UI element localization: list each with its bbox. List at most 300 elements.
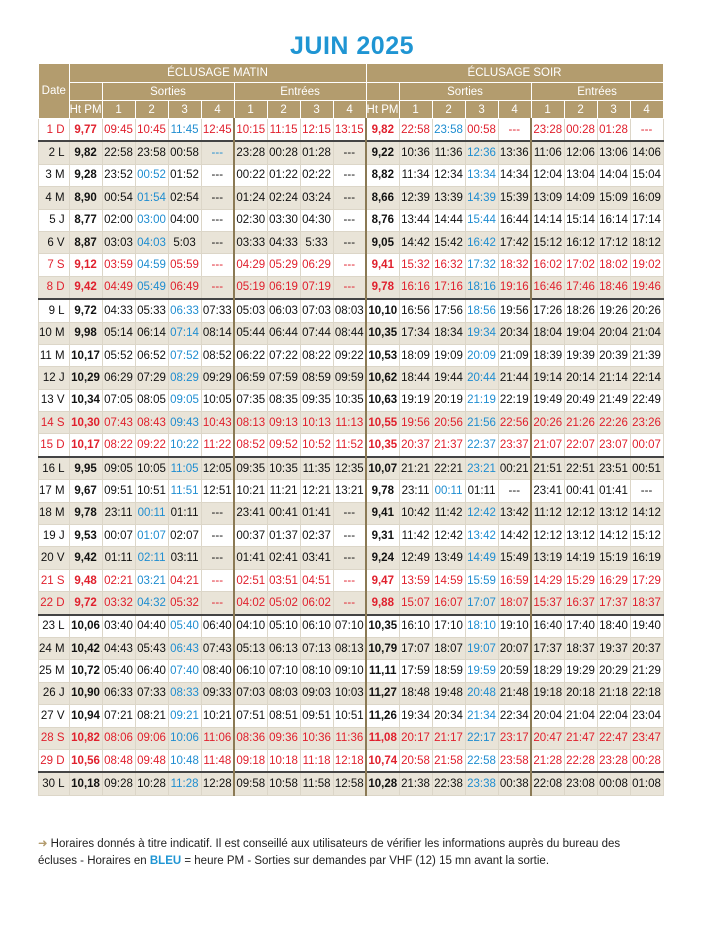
soir-entree-cell: 19:14 [531,367,564,389]
soir-ht-pm-cell: 9,24 [366,547,399,569]
soir-entree-cell: 13:12 [597,502,630,524]
soir-sortie-cell: 20:48 [465,682,498,704]
soir-sortie-cell: 10:36 [399,141,432,164]
matin-sortie-cell: 04:40 [135,615,168,638]
soir-sortie-cell: 20:34 [498,322,531,344]
soir-entree-cell: 20:14 [564,367,597,389]
table-row [39,164,664,186]
matin-entree-cell: 07:03 [234,682,267,704]
day-cell: 15 D [39,434,70,457]
header-matin-entrees: Entrées [234,83,366,101]
day-cell: 4 M [39,187,70,209]
matin-sortie-cell: 07:05 [102,389,135,411]
soir-entree-cell: 12:12 [564,502,597,524]
table-row [39,209,664,231]
matin-ht-pm-cell: 10,17 [69,434,102,457]
soir-sortie-cell: 12:42 [465,502,498,524]
soir-entree-cell: 17:12 [597,231,630,253]
soir-sortie-cell: 19:19 [399,389,432,411]
soir-sortie-cell: 18:16 [465,276,498,299]
matin-sortie-cell: 08:52 [201,344,234,366]
table-row [39,434,664,457]
soir-entree-cell: 14:04 [597,164,630,186]
matin-entree-cell: 09:18 [234,749,267,772]
matin-sortie-cell: 01:11 [102,547,135,569]
matin-entree-cell: 06:44 [267,322,300,344]
matin-sortie-cell: 08:05 [135,389,168,411]
day-cell: 18 M [39,502,70,524]
soir-entree-cell: 20:49 [564,389,597,411]
matin-ht-pm-cell: 9,48 [69,569,102,591]
day-cell: 5 J [39,209,70,231]
matin-entree-cell: --- [333,187,366,209]
matin-sortie-cell: 10:05 [135,457,168,480]
soir-sortie-cell: 21:37 [432,434,465,457]
soir-entree-cell: 19:18 [531,682,564,704]
soir-entree-cell: 13:06 [597,141,630,164]
matin-sortie-cell: 10:28 [135,772,168,795]
soir-entree-cell: 00:08 [597,772,630,795]
matin-entree-cell: --- [333,592,366,615]
matin-entree-cell: 12:18 [333,749,366,772]
matin-entree-cell: 05:29 [267,254,300,276]
soir-sortie-cell: 22:38 [432,772,465,795]
matin-sortie-cell: 03:11 [168,547,201,569]
soir-ht-pm-cell: 10,35 [366,434,399,457]
matin-entree-cell: 07:13 [300,637,333,659]
soir-sortie-cell: 18:07 [432,637,465,659]
matin-entree-cell: 02:30 [234,209,267,231]
soir-entree-cell: 00:51 [630,457,663,480]
table-row [39,525,664,547]
soir-sortie-cell: 18:34 [432,322,465,344]
day-cell: 28 S [39,727,70,749]
matin-sortie-cell: 07:43 [102,412,135,434]
matin-entree-cell: 09:03 [300,682,333,704]
table-row [39,141,664,164]
soir-sortie-cell: 12:39 [399,187,432,209]
soir-sortie-cell: 20:09 [465,344,498,366]
soir-sortie-cell: 20:17 [399,727,432,749]
soir-entree-cell: 19:37 [597,637,630,659]
soir-sortie-cell: 19:10 [498,615,531,638]
matin-sortie-cell: 12:28 [201,772,234,795]
matin-entree-cell: 08:03 [267,682,300,704]
matin-ht-pm-cell: 9,42 [69,276,102,299]
soir-sortie-cell: 19:16 [498,276,531,299]
matin-entree-cell: 10:35 [333,389,366,411]
matin-entree-cell: 08:13 [333,637,366,659]
soir-entree-cell: 23:26 [630,412,663,434]
matin-ht-pm-cell: 10,72 [69,660,102,682]
header-num: 3 [168,101,201,119]
matin-sortie-cell: 07:33 [135,682,168,704]
matin-entree-cell: 09:36 [267,727,300,749]
footnote-line1: Horaires donnés à titre indicatif. Il est conseillé aux utilisateurs de vérifier les informations auprès du bureau des [50,838,621,850]
matin-ht-pm-cell: 9,95 [69,457,102,480]
table-row [39,119,664,142]
soir-entree-cell: 12:12 [531,525,564,547]
header-soir-sorties: Sorties [399,83,531,101]
header-matin-sorties: Sorties [102,83,234,101]
soir-entree-cell: 20:04 [531,705,564,727]
matin-sortie-cell: 05:33 [135,299,168,322]
soir-entree-cell: 21:51 [531,457,564,480]
table-row [39,682,664,704]
soir-sortie-cell: 19:44 [432,367,465,389]
soir-entree-cell: 01:08 [630,772,663,795]
matin-sortie-cell: 04:00 [168,209,201,231]
soir-sortie-cell: 17:32 [465,254,498,276]
matin-sortie-cell: 04:03 [135,231,168,253]
matin-sortie-cell: 08:40 [201,660,234,682]
soir-entree-cell: 21:14 [597,367,630,389]
matin-sortie-cell: 07:29 [135,367,168,389]
soir-sortie-cell: 13:59 [399,569,432,591]
soir-entree-cell: 11:12 [531,502,564,524]
soir-entree-cell: 17:37 [531,637,564,659]
matin-ht-pm-cell: 8,77 [69,209,102,231]
matin-entree-cell: 11:18 [300,749,333,772]
table-row [39,276,664,299]
table-row [39,502,664,524]
header-num: 1 [399,101,432,119]
matin-sortie-cell: 04:43 [102,637,135,659]
header-num: 4 [630,101,663,119]
soir-entree-cell: 17:26 [531,299,564,322]
header-num: 2 [432,101,465,119]
soir-sortie-cell: 17:07 [465,592,498,615]
matin-sortie-cell: 05:32 [168,592,201,615]
soir-sortie-cell: 20:59 [498,660,531,682]
day-cell: 20 V [39,547,70,569]
matin-sortie-cell: 10:22 [168,434,201,457]
header-num: 2 [267,101,300,119]
matin-sortie-cell: 10:21 [201,705,234,727]
soir-sortie-cell: 23:58 [432,119,465,142]
matin-sortie-cell: 12:51 [201,480,234,502]
soir-sortie-cell: 21:58 [432,749,465,772]
matin-entree-cell: 06:10 [300,615,333,638]
matin-entree-cell: 06:02 [300,592,333,615]
soir-entree-cell: 13:09 [531,187,564,209]
soir-ht-pm-cell: 9,41 [366,502,399,524]
day-cell: 10 M [39,322,70,344]
day-cell: 22 D [39,592,70,615]
matin-entree-cell: 07:19 [300,276,333,299]
matin-entree-cell: 09:51 [300,705,333,727]
matin-sortie-cell: 03:40 [102,615,135,638]
soir-entree-cell: 14:09 [564,187,597,209]
table-row [39,322,664,344]
matin-entree-cell: 11:13 [333,412,366,434]
matin-sortie-cell: 01:54 [135,187,168,209]
soir-entree-cell: 20:26 [630,299,663,322]
matin-ht-pm-cell: 10,17 [69,344,102,366]
day-cell: 17 M [39,480,70,502]
header-num: 1 [102,101,135,119]
header-soir-entrees: Entrées [531,83,663,101]
matin-entree-cell: 10:35 [267,457,300,480]
soir-sortie-cell: 20:07 [498,637,531,659]
soir-entree-cell: 21:18 [597,682,630,704]
soir-sortie-cell: 10:42 [399,502,432,524]
soir-entree-cell: 22:26 [597,412,630,434]
matin-sortie-cell: 09:48 [135,749,168,772]
matin-entree-cell: 07:51 [234,705,267,727]
matin-sortie-cell: 04:59 [135,254,168,276]
soir-entree-cell: 21:47 [564,727,597,749]
table-row [39,344,664,366]
soir-ht-pm-cell: 9,88 [366,592,399,615]
table-row [39,457,664,480]
soir-entree-cell: 23:07 [597,434,630,457]
matin-entree-cell: 07:59 [267,367,300,389]
soir-sortie-cell: 20:37 [399,434,432,457]
matin-entree-cell: 01:41 [234,547,267,569]
matin-sortie-cell: 06:49 [168,276,201,299]
soir-ht-pm-cell: 11,11 [366,660,399,682]
soir-sortie-cell: 13:44 [399,209,432,231]
matin-entree-cell: 03:33 [234,231,267,253]
soir-entree-cell: 22:51 [564,457,597,480]
matin-entree-cell: 09:35 [234,457,267,480]
soir-entree-cell: 20:39 [597,344,630,366]
day-cell: 30 L [39,772,70,795]
soir-entree-cell: 22:49 [630,389,663,411]
matin-entree-cell: 10:03 [333,682,366,704]
matin-entree-cell: 08:51 [267,705,300,727]
matin-sortie-cell: 08:14 [201,322,234,344]
soir-sortie-cell: 19:56 [399,412,432,434]
soir-ht-pm-cell: 8,66 [366,187,399,209]
header-num: 2 [564,101,597,119]
matin-entree-cell: 10:21 [234,480,267,502]
soir-sortie-cell: 14:42 [498,525,531,547]
soir-sortie-cell: 15:44 [465,209,498,231]
matin-entree-cell: 06:22 [234,344,267,366]
soir-sortie-cell: 18:44 [399,367,432,389]
matin-entree-cell: 08:03 [333,299,366,322]
matin-sortie-cell: --- [201,209,234,231]
soir-sortie-cell: 01:11 [465,480,498,502]
matin-sortie-cell: --- [201,141,234,164]
lock-schedule-table [38,63,664,796]
soir-entree-cell: 21:29 [630,660,663,682]
soir-entree-cell: 20:29 [597,660,630,682]
matin-sortie-cell: 01:11 [168,502,201,524]
day-cell: 11 M [39,344,70,366]
soir-entree-cell: 22:08 [531,772,564,795]
table-row [39,187,664,209]
soir-entree-cell: 13:12 [564,525,597,547]
soir-entree-cell: 12:04 [531,164,564,186]
soir-sortie-cell: 19:34 [465,322,498,344]
matin-entree-cell: 04:30 [300,209,333,231]
soir-entree-cell: 16:46 [531,276,564,299]
soir-sortie-cell: 21:38 [399,772,432,795]
matin-entree-cell: --- [333,276,366,299]
soir-ht-pm-cell: 9,82 [366,119,399,142]
table-row [39,367,664,389]
matin-entree-cell: 08:10 [300,660,333,682]
soir-sortie-cell: 23:58 [498,749,531,772]
matin-entree-cell: 23:28 [234,141,267,164]
matin-sortie-cell: 22:58 [102,141,135,164]
soir-ht-pm-cell: 10,10 [366,299,399,322]
matin-sortie-cell: 10:45 [135,119,168,142]
matin-sortie-cell: 11:48 [201,749,234,772]
matin-entree-cell: 03:30 [267,209,300,231]
day-cell: 7 S [39,254,70,276]
matin-sortie-cell: 04:49 [102,276,135,299]
soir-entree-cell: 18:37 [564,637,597,659]
soir-entree-cell: 17:37 [597,592,630,615]
matin-entree-cell: --- [333,141,366,164]
day-cell: 24 M [39,637,70,659]
matin-ht-pm-cell: 9,53 [69,525,102,547]
soir-sortie-cell: 22:37 [465,434,498,457]
header-htpm: Ht PM [366,101,399,119]
soir-ht-pm-cell: 9,22 [366,141,399,164]
soir-entree-cell: 14:06 [630,141,663,164]
matin-entree-cell: 12:58 [333,772,366,795]
soir-entree-cell: --- [630,119,663,142]
soir-ht-pm-cell: 11,26 [366,705,399,727]
matin-entree-cell: 00:41 [267,502,300,524]
matin-entree-cell: 03:41 [300,547,333,569]
matin-sortie-cell: 06:14 [135,322,168,344]
matin-sortie-cell: 11:28 [168,772,201,795]
matin-entree-cell: 01:37 [267,525,300,547]
table-row [39,569,664,591]
matin-sortie-cell: 10:51 [135,480,168,502]
matin-sortie-cell: 06:33 [168,299,201,322]
soir-sortie-cell: 16:32 [432,254,465,276]
soir-sortie-cell: 20:56 [432,412,465,434]
soir-entree-cell: 20:26 [531,412,564,434]
soir-entree-cell: 16:19 [630,547,663,569]
soir-ht-pm-cell: 8,76 [366,209,399,231]
matin-ht-pm-cell: 9,98 [69,322,102,344]
soir-entree-cell: 15:14 [564,209,597,231]
matin-sortie-cell: 07:14 [168,322,201,344]
matin-entree-cell: 08:44 [333,322,366,344]
soir-sortie-cell: 20:44 [465,367,498,389]
soir-entree-cell: 19:29 [564,660,597,682]
matin-entree-cell: 04:02 [234,592,267,615]
soir-sortie-cell: 12:42 [432,525,465,547]
soir-sortie-cell: 16:42 [465,231,498,253]
footnote-line2b: = heure PM - Sorties sur demandes par VHF (12) 15 mn avant la sortie. [181,855,550,867]
soir-sortie-cell: 21:19 [465,389,498,411]
matin-sortie-cell: 00:58 [168,141,201,164]
soir-entree-cell: 15:19 [597,547,630,569]
soir-sortie-cell: 23:38 [465,772,498,795]
soir-entree-cell: 18:12 [630,231,663,253]
header-num: 3 [300,101,333,119]
soir-sortie-cell: 14:49 [465,547,498,569]
matin-sortie-cell: 11:22 [201,434,234,457]
soir-entree-cell: 18:29 [531,660,564,682]
soir-ht-pm-cell: 9,47 [366,569,399,591]
matin-entree-cell: 12:21 [300,480,333,502]
day-cell: 16 L [39,457,70,480]
soir-entree-cell: 18:40 [597,615,630,638]
soir-sortie-cell: 12:34 [432,164,465,186]
soir-ht-pm-cell: 10,07 [366,457,399,480]
matin-ht-pm-cell: 8,87 [69,231,102,253]
soir-ht-pm-cell: 9,41 [366,254,399,276]
day-cell: 27 V [39,705,70,727]
soir-entree-cell: 18:37 [630,592,663,615]
table-row [39,299,664,322]
day-cell: 13 V [39,389,70,411]
matin-entree-cell: 07:10 [333,615,366,638]
matin-sortie-cell: 05:49 [135,276,168,299]
matin-sortie-cell: --- [201,254,234,276]
day-cell: 21 S [39,569,70,591]
soir-entree-cell: 19:26 [597,299,630,322]
matin-entree-cell: 05:10 [267,615,300,638]
matin-entree-cell: 02:24 [267,187,300,209]
matin-entree-cell: 07:44 [300,322,333,344]
soir-sortie-cell: 22:19 [498,389,531,411]
matin-entree-cell: 09:13 [267,412,300,434]
header-num: 2 [135,101,168,119]
soir-ht-pm-cell: 11,08 [366,727,399,749]
soir-entree-cell: 15:04 [630,164,663,186]
soir-sortie-cell: 16:10 [399,615,432,638]
matin-sortie-cell: --- [201,164,234,186]
matin-entree-cell: --- [333,525,366,547]
matin-sortie-cell: 02:21 [102,569,135,591]
soir-sortie-cell: 18:48 [399,682,432,704]
matin-sortie-cell: 23:11 [102,502,135,524]
soir-entree-cell: 01:28 [597,119,630,142]
matin-sortie-cell: 23:52 [102,164,135,186]
table-row [39,615,664,638]
day-cell: 23 L [39,615,70,638]
soir-sortie-cell: 18:10 [465,615,498,638]
matin-sortie-cell: --- [201,187,234,209]
soir-entree-cell: 18:39 [531,344,564,366]
soir-entree-cell: 22:28 [564,749,597,772]
matin-entree-cell: 02:22 [300,164,333,186]
matin-ht-pm-cell: 9,72 [69,592,102,615]
matin-sortie-cell: 04:32 [135,592,168,615]
matin-sortie-cell: 05:40 [102,660,135,682]
matin-sortie-cell: 10:43 [201,412,234,434]
soir-ht-pm-cell: 9,78 [366,276,399,299]
matin-entree-cell: 10:15 [234,119,267,142]
soir-sortie-cell: 13:42 [498,502,531,524]
matin-sortie-cell: 23:58 [135,141,168,164]
matin-ht-pm-cell: 10,06 [69,615,102,638]
matin-sortie-cell: --- [201,276,234,299]
matin-sortie-cell: 05:40 [168,615,201,638]
soir-entree-cell: 16:37 [564,592,597,615]
soir-sortie-cell: 19:34 [399,705,432,727]
soir-sortie-cell: 14:34 [498,164,531,186]
matin-entree-cell: 13:15 [333,119,366,142]
soir-sortie-cell: 22:56 [498,412,531,434]
header-htpm: Ht PM [69,101,102,119]
soir-sortie-cell: 11:36 [432,141,465,164]
matin-sortie-cell: 01:07 [135,525,168,547]
soir-entree-cell: 20:18 [564,682,597,704]
soir-sortie-cell: 18:32 [498,254,531,276]
